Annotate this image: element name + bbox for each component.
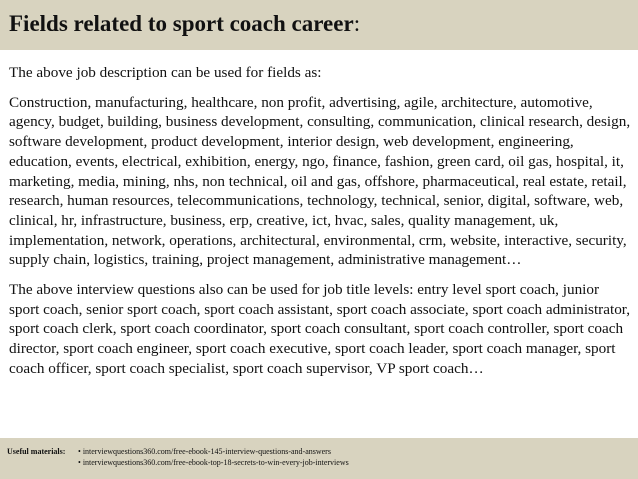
fields-list: Construction, manufacturing, healthcare, non profit, advertising, agile, architecture, automotive, agency, budget, building, business development, consulting, communication, clinical research, design, software development, product development, interior design, web development, engineering, education, events, electrical, exhibition, energy, ngo, finance, fashion, green card, oil gas, hospital, it, marketing, media, mining, nhs, non technical, oil and gas, offshore, pharmaceutical, real estate, retail, research, human resources, telecommunications, technology, technical, senior, digital, software, web, clinical, hr, infrastructure, business, erp, creative, ict, hvac, sales, quality management, uk, implementation, network, operations, architectural, environmental, crm, website, interactive, security, supply chain, logistics, training, project management, administrative management… bbox=[9, 93, 631, 269]
footer-link-item bbox=[78, 457, 638, 468]
page-title-colon: : bbox=[353, 11, 361, 36]
bullet-icon: • bbox=[78, 447, 81, 456]
footer-link-ebook-145[interactable]: interviewquestions360.com/free-ebook-145-interview-questions-and-answers bbox=[82, 447, 331, 456]
footer bbox=[0, 438, 638, 479]
page-title bbox=[9, 10, 638, 38]
job-levels-text: The above interview questions also can be used for job title levels: entry level sport coach, junior sport coach, senior sport coach, sport coach assistant, sport coach associate, sport coach administrator, sport coach clerk, sport coach coordinator, sport coach consultant, sport coach controller, sport coach director, sport coach engineer, sport coach executive, sport coach leader, sport coach manager, sport coach officer, sport coach specialist, sport coach supervisor, VP sport coach… bbox=[9, 281, 631, 377]
useful-materials-links bbox=[78, 446, 638, 468]
main-content bbox=[9, 63, 631, 379]
footer-link-item bbox=[78, 446, 638, 457]
page-title-text: Fields related to sport coach career bbox=[9, 11, 354, 36]
useful-materials-label: Useful materials: bbox=[7, 447, 66, 456]
intro-text: The above job description can be used for fields as: bbox=[9, 64, 322, 81]
footer-link-ebook-top-18[interactable]: interviewquestions360.com/free-ebook-top-18-secrets-to-win-every-job-interviews bbox=[82, 458, 349, 467]
title-bar bbox=[0, 0, 638, 50]
bullet-icon: • bbox=[78, 458, 81, 467]
